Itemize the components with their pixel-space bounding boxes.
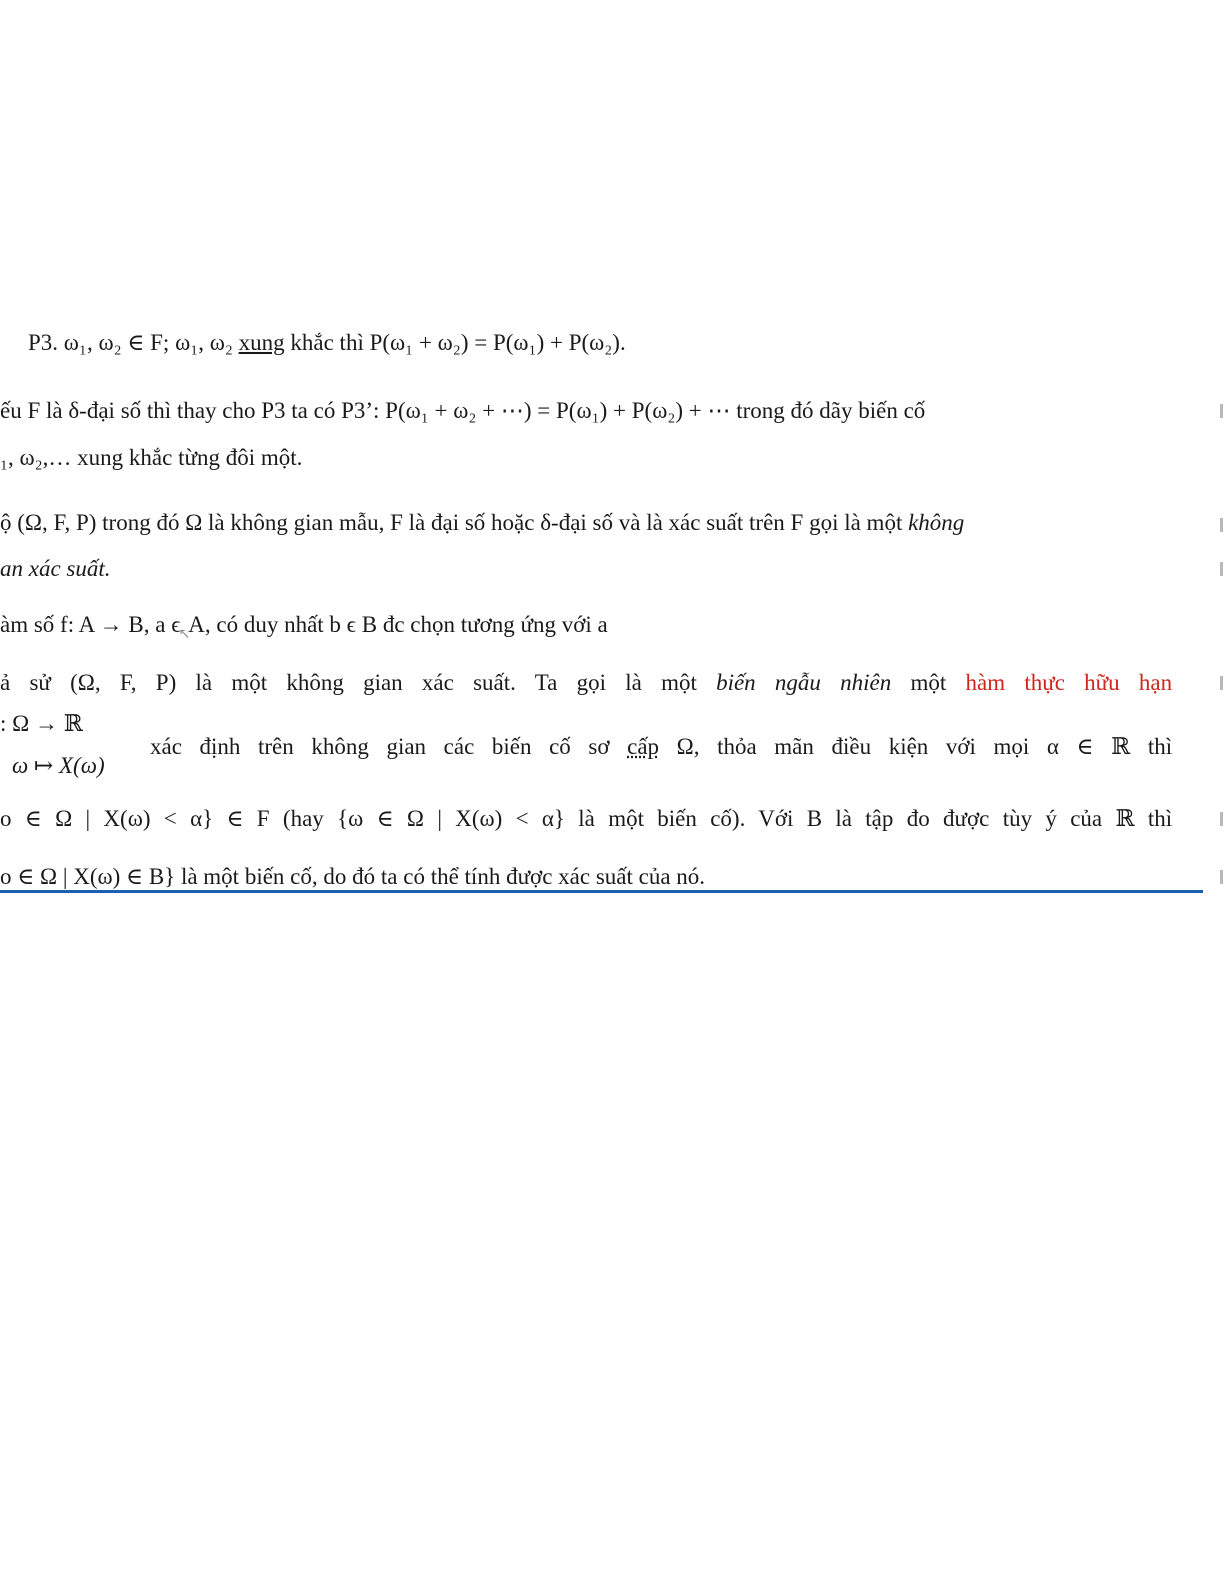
rv-word: là [578, 806, 595, 831]
rv-highlight-word: hữu [1084, 670, 1120, 695]
rv-word: là [835, 806, 852, 831]
rv-map-block [0, 708, 150, 788]
rv-term-word: biến [716, 670, 756, 695]
rv-word: xác [150, 734, 182, 759]
rv-line-1 [0, 670, 1172, 696]
p3-lead: P3. ω₁, ω₂ ∈ F; ω₁, ω₂ [28, 330, 239, 355]
rv-word: mãn [774, 734, 814, 759]
p3-axiom-line [28, 330, 626, 356]
rv-word: (hay [282, 806, 324, 831]
rv-word: được [943, 806, 990, 831]
mouse-cursor-icon: ↖ [178, 626, 191, 642]
rv-word: ο ∈ Ω | X(ω) < α} ∈ F [0, 806, 270, 831]
rv-word: kiện [888, 734, 929, 759]
rv-highlight-word: hạn [1138, 670, 1173, 695]
rv-word: sơ [588, 734, 610, 759]
right-edge-mark [1220, 518, 1223, 532]
p3-underlined-word: xung [238, 330, 285, 355]
prob-space-line-1 [0, 510, 964, 536]
rv-word: một [608, 806, 644, 831]
rv-word: cố [549, 734, 571, 759]
rv-line-3 [0, 806, 1172, 832]
function-lead: àm số f: A → B, a ϵ [0, 612, 181, 637]
rv-word: đo [906, 806, 930, 831]
function-line [0, 612, 608, 642]
right-edge-mark [1220, 404, 1223, 418]
rv-word: các [443, 734, 475, 759]
rv-word: Với [758, 806, 794, 831]
rv-word: với [945, 734, 976, 759]
rv-word: tập [865, 806, 894, 831]
rv-word: suất. [473, 670, 516, 695]
rv-term-word: nhiên [840, 670, 892, 695]
rv-word: ý [1045, 806, 1057, 831]
rv-word: ả [0, 670, 11, 695]
rv-word: gian [363, 670, 403, 695]
rv-word: cố). [710, 806, 746, 831]
rv-word: biến [491, 734, 532, 759]
rv-word: thì [1147, 734, 1173, 759]
rv-word: ℝ [1115, 806, 1135, 831]
rv-word: không [311, 734, 369, 759]
rv-word: trên [258, 734, 294, 759]
rv-word: định [199, 734, 241, 759]
rv-line-4: ο ∈ Ω | X(ω) ∈ B} là một biến cố, do đó ta có thể tính được xác suất của nó. [0, 864, 706, 889]
right-edge-mark [1220, 812, 1223, 826]
rv-word: α ∈ ℝ [1046, 734, 1131, 759]
rv-word: Ta [534, 670, 558, 695]
p3-tail: khắc thì P(ω₁ + ω₂) = P(ω₁) + P(ω₂). [284, 330, 626, 355]
rv-highlight-word: thực [1024, 670, 1065, 695]
rv-word: điều [831, 734, 872, 759]
rv-dotted-word: cấp [627, 734, 660, 759]
right-edge-mark [1220, 676, 1223, 690]
rv-word: thỏa [717, 734, 757, 759]
function-tail: A, có duy nhất b ϵ B đc chọn tương ứng với a [188, 612, 608, 637]
bottom-rule [0, 890, 1203, 893]
rv-word: {ω ∈ Ω | X(ω) < α} [337, 806, 565, 831]
rv-line-2 [150, 734, 1172, 760]
rv-word: gọi [576, 670, 606, 695]
rv-word: là [195, 670, 213, 695]
rv-word: thì [1147, 806, 1173, 831]
rv-map-bottom: ω ↦ X(ω) [12, 753, 105, 778]
rv-highlight-word: hàm [965, 670, 1006, 695]
rv-word: mọi [993, 734, 1030, 759]
rv-word: biến [657, 806, 697, 831]
rv-word: một [661, 670, 697, 695]
rv-word: một [910, 670, 947, 695]
rv-word: xác [421, 670, 454, 695]
rv-word: tùy [1002, 806, 1033, 831]
prob-space-line-2: an xác suất. [0, 556, 111, 581]
rv-word: sử [29, 670, 51, 695]
rv-term-word: ngẫu [774, 670, 821, 695]
rv-word: của [1070, 806, 1103, 831]
rv-word: Ω, [676, 734, 700, 759]
rv-word: gian [386, 734, 427, 759]
sigma-line-1: ếu F là δ-đại số thì thay cho P3 ta có P3’: P(ω₁ + ω₂ + ⋯) = P(ω₁) + P(ω₂) + ⋯ trong đó dãy biến cố [0, 398, 926, 423]
rv-map-top: : Ω → ℝ [0, 711, 83, 736]
sigma-line-2: ₁, ω₂,… xung khắc từng đôi một. [0, 445, 303, 470]
right-edge-mark [1220, 870, 1223, 884]
rv-word: không [286, 670, 344, 695]
rv-word: (Ω, F, P) [70, 670, 177, 695]
rv-word: B [806, 806, 823, 831]
rv-word: một [231, 670, 268, 695]
right-edge-mark [1220, 562, 1223, 576]
prob-space-term: không [908, 510, 965, 535]
rv-word: là [625, 670, 642, 695]
prob-space-text: ộ (Ω, F, P) trong đó Ω là không gian mẫu, F là đại số hoặc δ-đại số và là xác suất trên F gọi là một [0, 510, 909, 535]
